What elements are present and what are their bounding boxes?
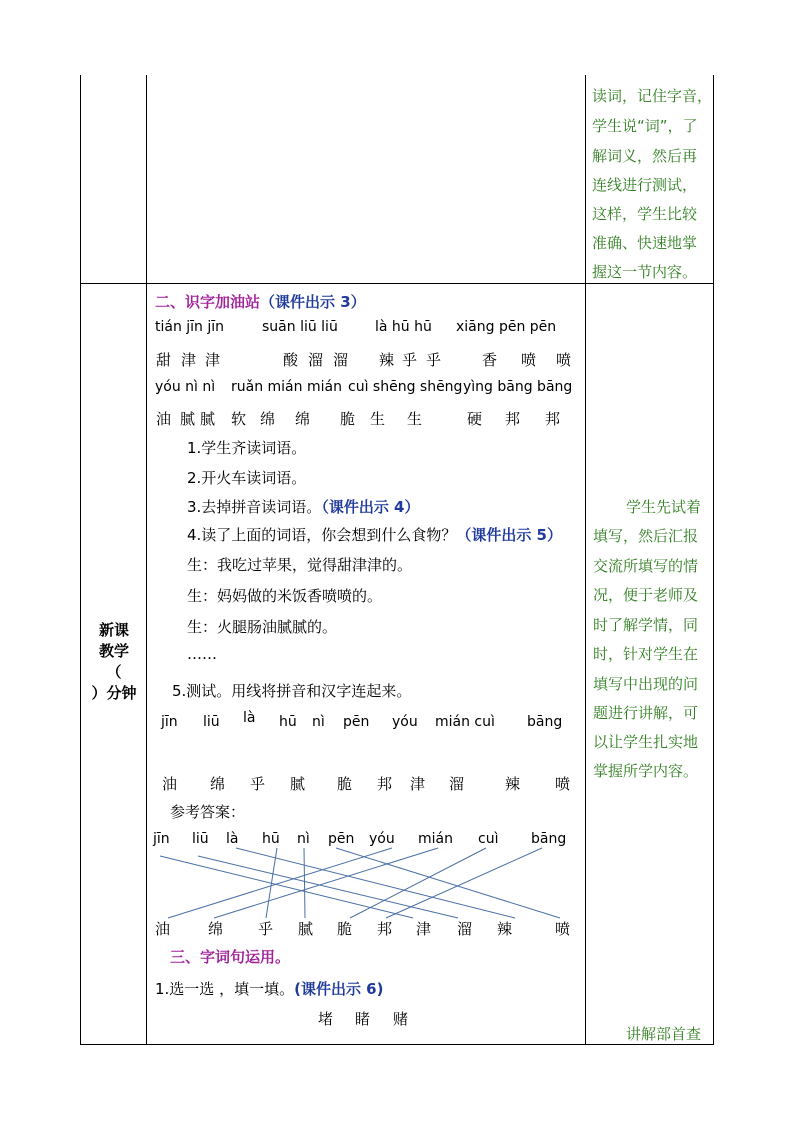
hanzi: 邦	[545, 410, 561, 428]
section-2-title: 二、识字加油站	[155, 293, 261, 311]
test-pinyin: pēn	[343, 714, 370, 730]
exercise-1-line	[155, 978, 383, 999]
test-pinyin: liū	[203, 714, 220, 730]
answer-pinyin: yóu	[369, 831, 395, 847]
note-line: 以让学生扎实地	[593, 733, 699, 751]
hanzi: 津	[205, 351, 221, 369]
note-line: 解词义，然后再	[592, 147, 698, 165]
connector-line	[198, 856, 458, 918]
step-4: 4.读了上面的词语，你会想到什么食物？	[187, 526, 457, 544]
hanzi: 喷	[556, 351, 572, 369]
note-line: 这样，学生比较	[592, 205, 698, 223]
note-line: 交流所填写的情	[593, 557, 699, 575]
answer-pinyin: là	[226, 831, 239, 847]
hanzi: 生	[370, 410, 386, 428]
label-line: 教学	[98, 642, 129, 660]
connector-line	[168, 848, 392, 918]
test-hanzi: 辣	[505, 775, 521, 793]
connector-line	[266, 848, 277, 918]
hanzi: 绵	[260, 410, 276, 428]
note-line: 读词，记住字音，	[592, 87, 713, 105]
hanzi: 酸	[283, 351, 299, 369]
pinyin: tián jīn jīn	[155, 319, 225, 335]
hanzi: 溜	[308, 351, 324, 369]
ellipsis: ……	[187, 645, 217, 663]
note-line: 讲解部首查	[626, 1025, 702, 1043]
hanzi: 喷	[521, 351, 537, 369]
label-line: ）分钟	[91, 684, 137, 702]
answer-hanzi: 脆	[337, 920, 353, 938]
test-pinyin: nì	[312, 714, 325, 730]
answer-pinyin: jīn	[153, 831, 170, 847]
choice-char: 睹	[355, 1010, 371, 1028]
test-pinyin: mián cuì	[435, 714, 495, 730]
answer-hanzi: 绵	[208, 920, 224, 938]
test-hanzi: 津	[410, 775, 426, 793]
test-pinyin: bāng	[527, 714, 563, 730]
answer-label: 参考答案：	[170, 803, 246, 821]
test-hanzi: 脆	[337, 775, 353, 793]
pinyin: yóu nì nì	[155, 379, 216, 395]
step-5: 5.测试。用线将拼音和汉字连起来。	[172, 682, 412, 700]
note-line: 握这一节内容。	[592, 263, 698, 281]
answer-pinyin: cuì	[478, 831, 499, 847]
note-line: 题进行讲解，可	[593, 704, 699, 722]
choice-char: 赌	[393, 1010, 409, 1028]
hanzi: 辣	[379, 351, 395, 369]
test-hanzi: 喷	[555, 775, 571, 793]
answer-hanzi: 喷	[555, 920, 571, 938]
answer-pinyin: liū	[192, 831, 209, 847]
choice-char: 堵	[318, 1010, 334, 1028]
test-pinyin: là	[243, 710, 256, 726]
test-pinyin: hū	[279, 714, 297, 730]
note-line: 连线进行测试，	[592, 176, 698, 194]
hanzi: 腻	[200, 410, 216, 428]
answer-hanzi: 乎	[258, 920, 274, 938]
test-hanzi: 绵	[210, 775, 226, 793]
student-answer-3: 生：火腿肠油腻腻的。	[187, 618, 338, 636]
connector-line	[386, 848, 542, 918]
hanzi: 乎	[426, 351, 442, 369]
step-4-ref: （课件出示 5）	[456, 526, 562, 544]
pinyin: ruǎn mián mián	[231, 379, 342, 395]
label-line: 新课	[98, 621, 129, 639]
student-answer-2: 生：妈妈做的米饭香喷喷的。	[187, 587, 383, 605]
test-hanzi: 油	[162, 775, 178, 793]
note-line: 填写，然后汇报	[593, 527, 699, 545]
test-pinyin: yóu	[392, 714, 418, 730]
answer-pinyin: nì	[297, 831, 310, 847]
answer-pinyin: hū	[262, 831, 280, 847]
test-pinyin: jīn	[161, 714, 178, 730]
hanzi: 腻	[180, 410, 196, 428]
connector-line	[304, 848, 305, 918]
pinyin: yìng bāng bāng	[463, 379, 573, 395]
hanzi: 津	[181, 351, 197, 369]
test-hanzi: 腻	[290, 775, 306, 793]
section-2-ref: （课件出示 3）	[260, 293, 366, 311]
exercise-1-ref: (课件出示 6)	[294, 980, 384, 998]
step-3: 3.去掉拼音读词语。	[187, 498, 322, 516]
hanzi: 脆	[340, 410, 356, 428]
pinyin: là hū hū	[375, 319, 432, 335]
note-line: 学生先试着	[626, 498, 702, 516]
test-hanzi: 邦	[377, 775, 393, 793]
answer-hanzi: 津	[416, 920, 432, 938]
answer-pinyin: pēn	[328, 831, 355, 847]
hanzi: 甜	[156, 351, 172, 369]
note-line: 准确、快速地掌	[592, 234, 698, 252]
hanzi: 生	[407, 410, 423, 428]
hanzi: 乎	[402, 351, 418, 369]
test-hanzi: 乎	[250, 775, 266, 793]
answer-hanzi: 油	[155, 920, 171, 938]
pinyin: cuì shēng shēng	[348, 379, 463, 395]
answer-hanzi: 辣	[497, 920, 513, 938]
step-3-ref: （课件出示 4）	[321, 498, 420, 516]
step-2: 2.开火车读词语。	[187, 469, 307, 487]
connector-line	[214, 848, 438, 918]
pinyin: xiāng pēn pēn	[456, 319, 557, 335]
note-line: 学生说“词”，了	[592, 117, 698, 135]
hanzi: 绵	[295, 410, 311, 428]
hanzi: 油	[156, 410, 172, 428]
exercise-1: 1.选一选 ，填一填。	[155, 980, 295, 998]
hanzi: 溜	[333, 351, 349, 369]
label-line: （	[106, 663, 122, 681]
answer-hanzi: 溜	[457, 920, 473, 938]
student-answer-1: 生：我吃过苹果，觉得甜津津的。	[187, 556, 413, 574]
pinyin: suān liū liū	[262, 319, 338, 335]
test-hanzi: 溜	[449, 775, 465, 793]
hanzi: 软	[231, 410, 247, 428]
note-line: 况，便于老师及	[593, 586, 699, 604]
note-line: 时，针对学生在	[593, 645, 699, 663]
answer-pinyin: mián	[418, 831, 453, 847]
note-line: 时了解学情，同	[593, 616, 699, 634]
connector-line	[236, 848, 515, 918]
note-line: 掌握所学内容。	[593, 762, 699, 780]
hanzi: 邦	[505, 410, 521, 428]
answer-pinyin: bāng	[531, 831, 567, 847]
note-line: 填写中出现的问	[593, 675, 699, 693]
step-1: 1.学生齐读词语。	[187, 439, 307, 457]
answer-hanzi: 腻	[298, 920, 314, 938]
answer-hanzi: 邦	[377, 920, 393, 938]
hanzi: 硬	[467, 410, 483, 428]
section-3-title: 三、字词句运用。	[170, 948, 291, 966]
hanzi: 香	[482, 351, 498, 369]
